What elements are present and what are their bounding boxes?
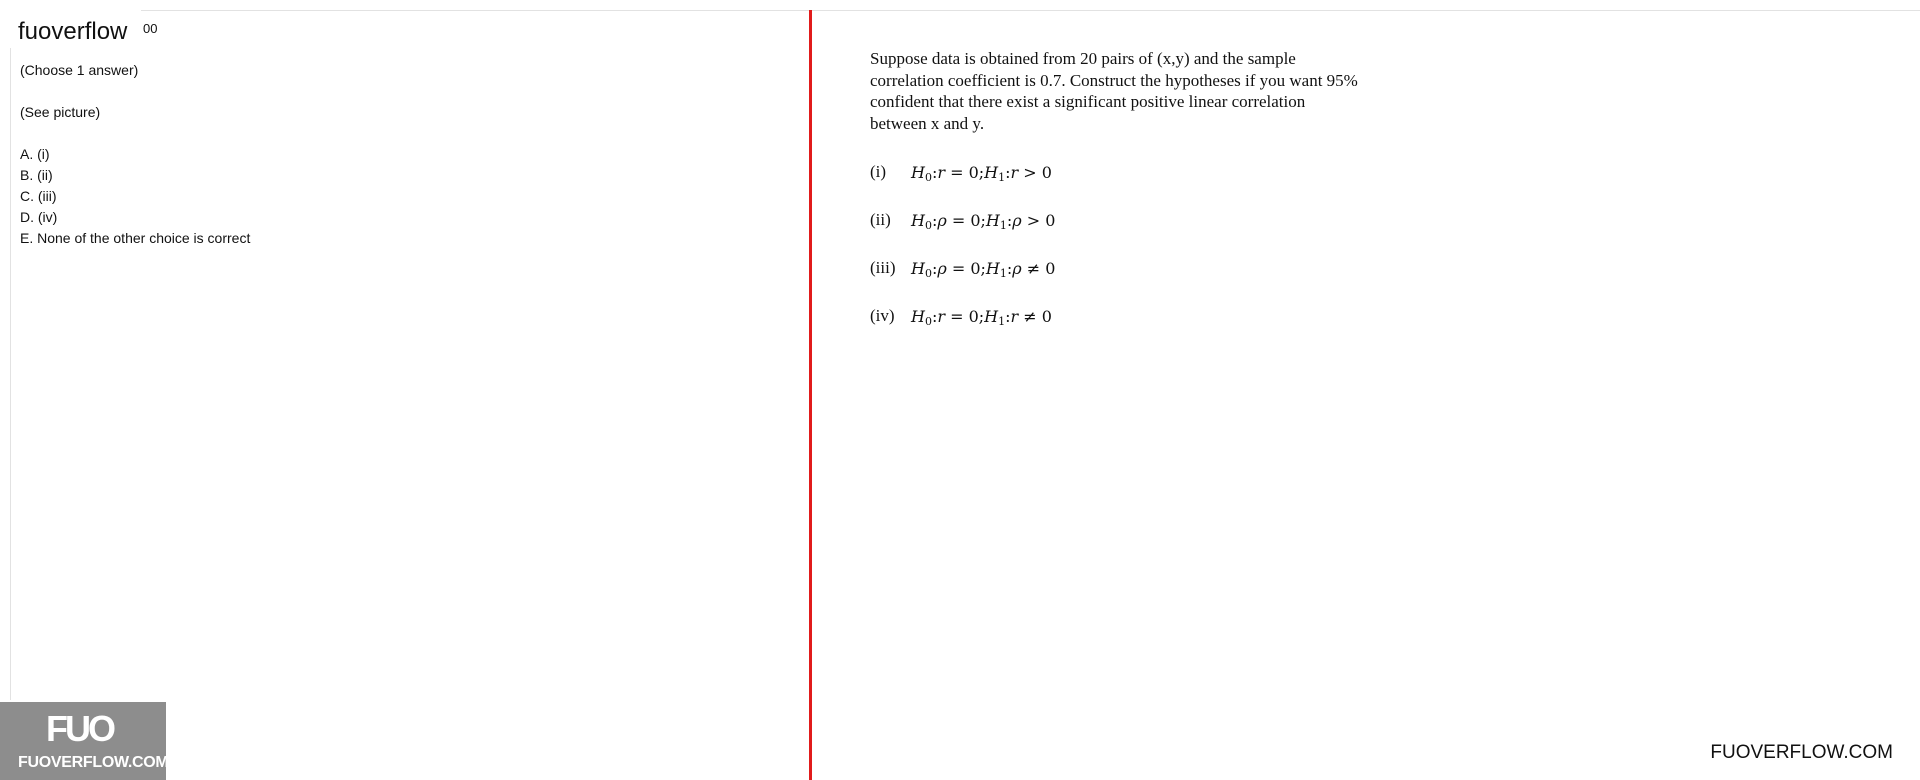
answer-panel bbox=[20, 60, 250, 249]
footer-site-name: FUOVERFLOW.COM bbox=[1710, 742, 1893, 763]
choice-c[interactable]: C. (iii) bbox=[20, 188, 57, 204]
h1-relation: > 0 bbox=[1018, 163, 1052, 182]
h0-variable: r bbox=[937, 163, 945, 182]
h0-relation: = 0; bbox=[946, 259, 986, 278]
fuo-logo-icon: FUO bbox=[46, 708, 113, 749]
option-label: (iii) bbox=[870, 258, 896, 277]
option-label: (i) bbox=[870, 162, 887, 181]
h0-relation: = 0; bbox=[945, 163, 985, 182]
h1-variable: r bbox=[1010, 163, 1019, 182]
h1-variable: ρ bbox=[1012, 259, 1022, 278]
hypothesis-formula: $H_0:\rho$ = $0;H_1:\rho > 0$ bbox=[911, 211, 1056, 232]
hypothesis-formula: $H_0:\rho$ = $0;H_1:\rho \ne 0$ bbox=[911, 259, 1056, 280]
h0-variable: ρ bbox=[937, 211, 947, 230]
choice-e[interactable]: E. None of the other choice is correct bbox=[20, 230, 251, 246]
h1-variable: ρ bbox=[1012, 211, 1022, 230]
h0-relation: = 0; bbox=[945, 307, 985, 326]
question-counter: 00 bbox=[143, 21, 158, 36]
choice-a[interactable]: A. (i) bbox=[20, 146, 50, 162]
logo-text: FUOVERFLOW.COM bbox=[18, 754, 169, 771]
left-rule bbox=[10, 48, 11, 700]
hypothesis-formula: $H_0:r$ = $0;H_1:r \ne 0$ bbox=[911, 307, 1052, 328]
option-label: (iv) bbox=[870, 306, 895, 325]
h1-relation: ≠ 0 bbox=[1018, 307, 1052, 326]
top-rule bbox=[141, 10, 1920, 11]
see-picture-text: (See picture) bbox=[20, 104, 101, 120]
h1-relation: > 0 bbox=[1021, 211, 1056, 230]
brand-title: fuoverflow bbox=[18, 18, 128, 45]
instruction-text: (Choose 1 answer) bbox=[20, 62, 139, 78]
choice-b[interactable]: B. (ii) bbox=[20, 167, 53, 183]
question-text: Suppose data is obtained from 20 pairs of (x,y) and the sample correlation coefficient is 0.7. Construct the hypotheses if you want 95% confident that there exist a significant positive linear correlation between x and y. bbox=[870, 49, 1358, 133]
h1-relation: ≠ 0 bbox=[1021, 259, 1056, 278]
hypothesis-formula: $H_0:r$ = $0;H_1:r > 0$ bbox=[911, 163, 1052, 184]
h1-variable: r bbox=[1010, 307, 1019, 326]
panel-divider bbox=[809, 10, 812, 780]
h0-relation: = 0; bbox=[946, 211, 986, 230]
option-label: (ii) bbox=[870, 210, 891, 229]
h0-variable: r bbox=[937, 307, 945, 326]
choice-d[interactable]: D. (iv) bbox=[20, 209, 58, 225]
h0-variable: ρ bbox=[937, 259, 947, 278]
